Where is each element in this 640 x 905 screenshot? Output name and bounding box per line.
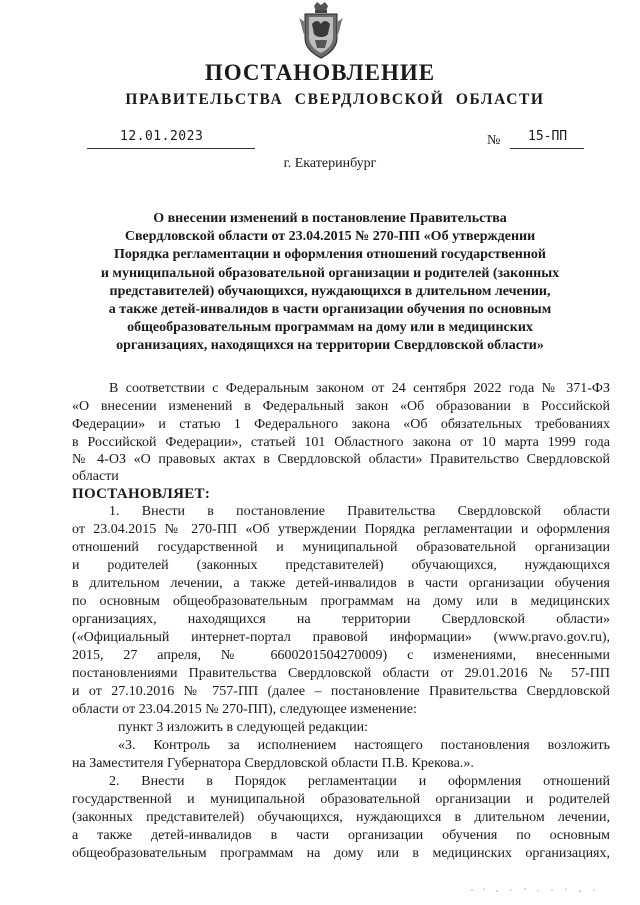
coat-of-arms-emblem — [299, 2, 343, 60]
body-line: (законных представителей) обучающихся, нуждающихся в длительном лечении, — [72, 810, 610, 825]
preamble-line: области — [72, 469, 119, 484]
scan-noise-dots — [470, 887, 600, 893]
document-date: 12.01.2023 — [120, 129, 204, 144]
body-line: («Официальный интернет-портал правовой информации» (www.pravo.gov.ru), — [72, 630, 610, 645]
heading-line: Свердловской области от 23.04.2015 № 270-ПП «Об утверждении — [124, 229, 536, 245]
body-line: «3. Контроль за исполнением настоящего постановления возложить — [118, 738, 610, 753]
body-line: пункт 3 изложить в следующей редакции: — [118, 720, 368, 735]
body-line: постановлениями Правительства Свердловской области от 29.01.2016 № 57-ПП — [72, 666, 610, 681]
preamble-line: № 4-ОЗ «О правовых актах в Свердловской области» Правительство Свердловской — [72, 452, 610, 467]
body-line: и от 27.10.2016 № 757-ПП (далее – постановление Правительства Свердловской — [72, 684, 610, 699]
preamble-line: Федерации» и статью 1 Федерального закона «Об обязательных требованиях — [72, 417, 610, 432]
preamble-line: в Российской Федерации», статьей 101 Областного закона от 10 марта 1999 года — [72, 435, 610, 450]
heading-line: а также детей-инвалидов в части организации обучения по основным — [108, 302, 552, 318]
number-underline — [510, 148, 584, 149]
resolution-heading — [70, 210, 590, 356]
heading-line: О внесении изменений в постановление Правительства — [153, 211, 507, 226]
resolves-label: ПОСТАНОВЛЯЕТ: — [72, 486, 211, 502]
body-line: области от 23.04.2015 № 270-ПП), следующее изменение: — [72, 702, 417, 717]
body-line: 2015, 27 апреля, № 6600201504270009) с изменениями, внесенными — [72, 648, 610, 663]
body-line: в длительном лечении, а также детей-инвалидов в части организации обучения — [72, 576, 610, 591]
heading-line: представителей) обучающихся, нуждающихся в длительном лечении, — [109, 283, 551, 299]
body-line: государственной и муниципальной образовательной организации и родителей — [72, 792, 610, 807]
body-line: а также детей-инвалидов в части организации обучения по основным — [72, 828, 610, 843]
body-line: отношений государственной и муниципальной образовательной организации — [72, 540, 610, 555]
heading-line: организациях, находящихся на территории Свердловской области» — [116, 338, 544, 354]
heading-line: и муниципальной образовательной организации и родителей (законных — [100, 265, 560, 281]
body-line: по основным общеобразовательным программам на дому или в медицинских — [72, 594, 610, 609]
body-line: от 23.04.2015 № 270-ПП «Об утверждении Порядка регламентации и оформления — [72, 522, 610, 537]
body-line: общеобразовательным программам на дому или в медицинских организациях, — [72, 846, 610, 861]
heading-line: общеобразовательным программам на дому или в медицинских — [127, 320, 533, 336]
body-line: на Заместителя Губернатора Свердловской области П.В. Крекова.». — [72, 756, 474, 771]
document-title: ПОСТАНОВЛЕНИЕ — [204, 60, 436, 85]
heading-line: Порядка регламентации и оформления отношений государственной — [114, 247, 546, 263]
document-subtitle: ПРАВИТЕЛЬСТВА СВЕРДЛОВСКОЙ ОБЛАСТИ — [125, 91, 545, 108]
city: г. Екатеринбург — [283, 156, 377, 171]
body-line: организациях, находящихся на территории Свердловской области» — [72, 612, 610, 627]
date-underline — [87, 148, 255, 149]
document-number: 15-ПП — [528, 129, 568, 144]
preamble-line: «О внесении изменений в Федеральный закон «Об образовании в Российской — [72, 399, 610, 414]
body-line: 2. Внести в Порядок регламентации и оформления отношений — [109, 774, 610, 789]
preamble-line: В соответствии с Федеральным законом от 24 сентября 2022 года № 371-ФЗ — [109, 381, 610, 396]
body-line: и родителей (законных представителей) обучающихся, нуждающихся — [72, 558, 610, 573]
number-sign: № — [487, 133, 501, 148]
body-line: 1. Внести в постановление Правительства Свердловской области — [109, 504, 610, 519]
